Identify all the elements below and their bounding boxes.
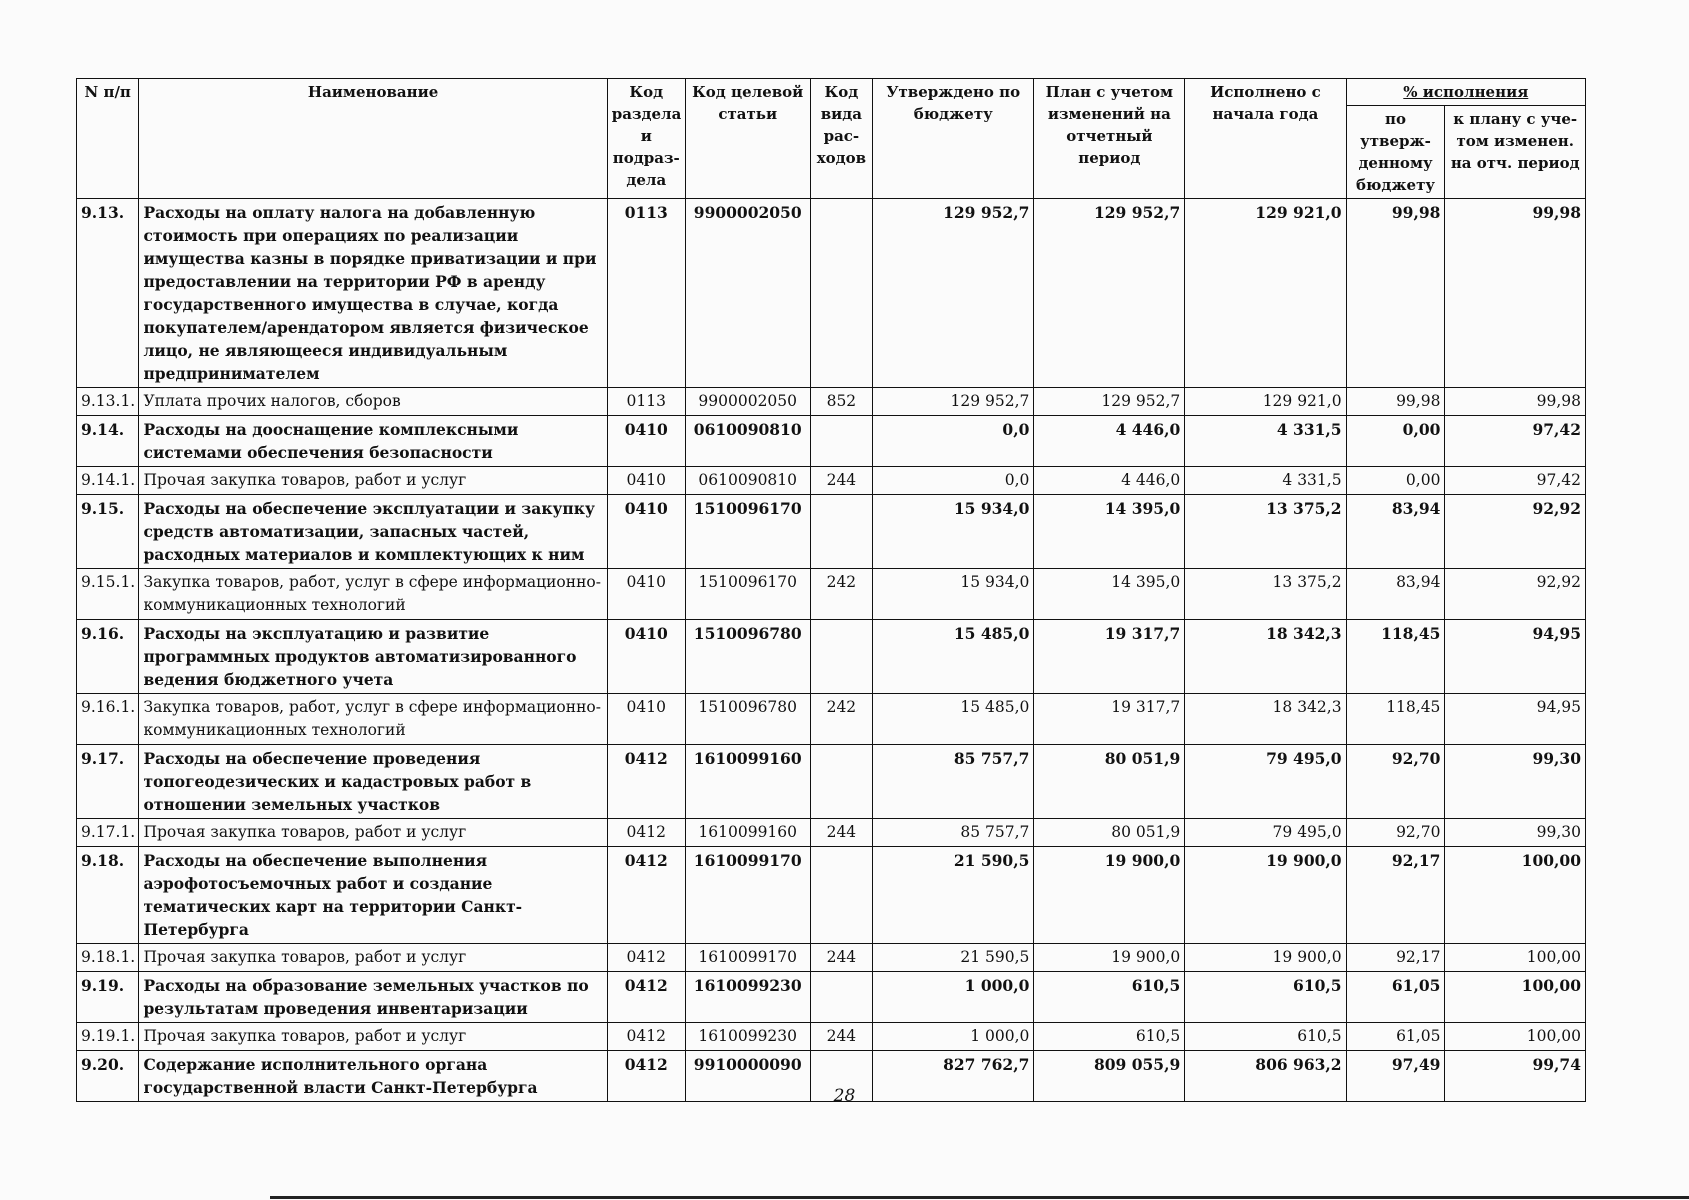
row-name: Расходы на обеспечение выполнения аэрофотосъемочных работ и создание тематических карт на территории Санкт-Петербурга (139, 847, 607, 944)
table-row (77, 819, 1586, 847)
row-number: 9.13. (77, 199, 139, 388)
row-pct-plan: 99,74 (1445, 1051, 1586, 1102)
row-number: 9.17.1. (77, 819, 139, 847)
row-pct-budget: 92,70 (1346, 745, 1445, 819)
row-number: 9.16. (77, 620, 139, 694)
header-expense-type-code: Код вида рас- ходов (810, 79, 872, 199)
row-target-code: 1510096780 (685, 694, 810, 745)
table-row (77, 944, 1586, 972)
row-section-code: 0410 (607, 620, 685, 694)
row-name: Расходы на образование земельных участков по результатам проведения инвентаризации (139, 972, 607, 1023)
row-section-code: 0412 (607, 1051, 685, 1102)
row-target-code: 1510096170 (685, 495, 810, 569)
row-section-code: 0113 (607, 199, 685, 388)
row-section-code: 0410 (607, 569, 685, 620)
row-number: 9.20. (77, 1051, 139, 1102)
page-number: 28 (833, 1086, 856, 1106)
row-plan: 19 317,7 (1034, 620, 1185, 694)
row-approved: 129 952,7 (873, 388, 1034, 416)
row-name: Расходы на эксплуатацию и развитие программных продуктов автоматизированного ведения бюджетного учета (139, 620, 607, 694)
row-approved: 15 485,0 (873, 620, 1034, 694)
row-executed: 13 375,2 (1185, 495, 1346, 569)
row-pct-plan: 92,92 (1445, 495, 1586, 569)
row-pct-plan: 100,00 (1445, 944, 1586, 972)
row-plan: 19 900,0 (1034, 944, 1185, 972)
row-pct-plan: 97,42 (1445, 467, 1586, 495)
row-approved: 0,0 (873, 416, 1034, 467)
row-approved: 827 762,7 (873, 1051, 1034, 1102)
table-row (77, 694, 1586, 745)
row-executed: 19 900,0 (1185, 847, 1346, 944)
row-number: 9.18.1. (77, 944, 139, 972)
row-plan: 4 446,0 (1034, 416, 1185, 467)
row-number: 9.19. (77, 972, 139, 1023)
row-name: Расходы на обеспечение эксплуатации и закупку средств автоматизации, запасных частей, расходных материалов и комплектующих к ним (139, 495, 607, 569)
row-pct-budget: 97,49 (1346, 1051, 1445, 1102)
page-bottom-rule (270, 1196, 1689, 1199)
row-pct-budget: 99,98 (1346, 199, 1445, 388)
row-section-code: 0410 (607, 694, 685, 745)
row-target-code: 1610099160 (685, 745, 810, 819)
row-executed: 79 495,0 (1185, 745, 1346, 819)
row-number: 9.19.1. (77, 1023, 139, 1051)
header-plan: План с учетом изменений на отчетный период (1034, 79, 1185, 199)
header-row-1 (77, 79, 1586, 106)
row-expense-type-code: 244 (810, 1023, 872, 1051)
row-executed: 129 921,0 (1185, 199, 1346, 388)
row-approved: 15 934,0 (873, 495, 1034, 569)
row-target-code: 1610099170 (685, 847, 810, 944)
row-name: Расходы на оплату налога на добавленную стоимость при операциях по реализации имущества казны в порядке приватизации и при предоставлении на территории РФ в аренду государственного имущества в случае, когда покупателем/арендатором является физическое лицо, не являющееся индивидуальным предпринимателем (139, 199, 607, 388)
header-executed: Исполнено с начала года (1185, 79, 1346, 199)
header-target-code: Код целевой статьи (685, 79, 810, 199)
row-pct-plan: 99,98 (1445, 388, 1586, 416)
table-row (77, 972, 1586, 1023)
row-pct-budget: 99,98 (1346, 388, 1445, 416)
row-approved: 1 000,0 (873, 972, 1034, 1023)
row-number: 9.15.1. (77, 569, 139, 620)
row-plan: 80 051,9 (1034, 745, 1185, 819)
row-executed: 806 963,2 (1185, 1051, 1346, 1102)
row-executed: 18 342,3 (1185, 620, 1346, 694)
row-approved: 0,0 (873, 467, 1034, 495)
row-approved: 1 000,0 (873, 1023, 1034, 1051)
row-target-code: 1610099160 (685, 819, 810, 847)
row-name: Прочая закупка товаров, работ и услуг (139, 944, 607, 972)
row-executed: 129 921,0 (1185, 388, 1346, 416)
row-number: 9.14. (77, 416, 139, 467)
row-plan: 14 395,0 (1034, 569, 1185, 620)
row-executed: 18 342,3 (1185, 694, 1346, 745)
row-number: 9.18. (77, 847, 139, 944)
row-plan: 809 055,9 (1034, 1051, 1185, 1102)
row-pct-plan: 94,95 (1445, 694, 1586, 745)
row-pct-budget: 92,70 (1346, 819, 1445, 847)
header-name: Наименование (139, 79, 607, 199)
row-pct-plan: 99,30 (1445, 745, 1586, 819)
table-row (77, 467, 1586, 495)
table-row (77, 569, 1586, 620)
table-row (77, 416, 1586, 467)
header-section-code: Код раздела и подраз- дела (607, 79, 685, 199)
row-plan: 610,5 (1034, 972, 1185, 1023)
row-expense-type-code: 244 (810, 819, 872, 847)
header-pct-budget: по утверж- денному бюджету (1346, 106, 1445, 199)
row-section-code: 0412 (607, 745, 685, 819)
row-section-code: 0113 (607, 388, 685, 416)
row-approved: 21 590,5 (873, 944, 1034, 972)
table-body (77, 199, 1586, 1102)
row-expense-type-code (810, 847, 872, 944)
header-pct-plan: к плану с уче- том изменен. на отч. период (1445, 106, 1586, 199)
row-pct-budget: 83,94 (1346, 569, 1445, 620)
row-pct-budget: 61,05 (1346, 1023, 1445, 1051)
row-name: Уплата прочих налогов, сборов (139, 388, 607, 416)
row-executed: 13 375,2 (1185, 569, 1346, 620)
row-pct-budget: 0,00 (1346, 416, 1445, 467)
row-pct-budget: 0,00 (1346, 467, 1445, 495)
row-number: 9.13.1. (77, 388, 139, 416)
row-expense-type-code: 244 (810, 944, 872, 972)
row-pct-plan: 97,42 (1445, 416, 1586, 467)
row-section-code: 0412 (607, 1023, 685, 1051)
row-executed: 4 331,5 (1185, 467, 1346, 495)
row-name: Прочая закупка товаров, работ и услуг (139, 467, 607, 495)
row-executed: 19 900,0 (1185, 944, 1346, 972)
row-target-code: 1610099230 (685, 972, 810, 1023)
row-number: 9.14.1. (77, 467, 139, 495)
row-expense-type-code: 852 (810, 388, 872, 416)
row-pct-budget: 83,94 (1346, 495, 1445, 569)
row-approved: 15 934,0 (873, 569, 1034, 620)
row-section-code: 0410 (607, 495, 685, 569)
row-name: Прочая закупка товаров, работ и услуг (139, 819, 607, 847)
row-approved: 15 485,0 (873, 694, 1034, 745)
row-name: Закупка товаров, работ, услуг в сфере информационно-коммуникационных технологий (139, 569, 607, 620)
row-plan: 129 952,7 (1034, 388, 1185, 416)
table-row (77, 620, 1586, 694)
row-target-code: 0610090810 (685, 467, 810, 495)
row-expense-type-code: 244 (810, 467, 872, 495)
row-expense-type-code (810, 416, 872, 467)
row-pct-budget: 118,45 (1346, 694, 1445, 745)
row-number: 9.15. (77, 495, 139, 569)
row-plan: 19 317,7 (1034, 694, 1185, 745)
row-name: Расходы на обеспечение проведения топогеодезических и кадастровых работ в отношении земельных участков (139, 745, 607, 819)
row-number: 9.16.1. (77, 694, 139, 745)
header-num: N п/п (77, 79, 139, 199)
row-plan: 19 900,0 (1034, 847, 1185, 944)
table-row (77, 199, 1586, 388)
row-target-code: 1610099170 (685, 944, 810, 972)
row-pct-budget: 118,45 (1346, 620, 1445, 694)
row-expense-type-code (810, 199, 872, 388)
row-pct-plan: 92,92 (1445, 569, 1586, 620)
row-pct-budget: 92,17 (1346, 944, 1445, 972)
row-section-code: 0410 (607, 467, 685, 495)
row-executed: 4 331,5 (1185, 416, 1346, 467)
row-plan: 14 395,0 (1034, 495, 1185, 569)
row-pct-plan: 100,00 (1445, 1023, 1586, 1051)
row-pct-plan: 94,95 (1445, 620, 1586, 694)
row-approved: 21 590,5 (873, 847, 1034, 944)
row-section-code: 0412 (607, 944, 685, 972)
row-pct-plan: 100,00 (1445, 972, 1586, 1023)
row-section-code: 0412 (607, 819, 685, 847)
row-plan: 610,5 (1034, 1023, 1185, 1051)
table-row (77, 847, 1586, 944)
row-name: Прочая закупка товаров, работ и услуг (139, 1023, 607, 1051)
row-target-code: 1510096170 (685, 569, 810, 620)
row-approved: 85 757,7 (873, 819, 1034, 847)
row-expense-type-code: 242 (810, 569, 872, 620)
row-target-code: 9910000090 (685, 1051, 810, 1102)
row-executed: 79 495,0 (1185, 819, 1346, 847)
row-approved: 129 952,7 (873, 199, 1034, 388)
header-approved: Утверждено по бюджету (873, 79, 1034, 199)
row-expense-type-code (810, 620, 872, 694)
row-target-code: 9900002050 (685, 388, 810, 416)
row-executed: 610,5 (1185, 1023, 1346, 1051)
row-executed: 610,5 (1185, 972, 1346, 1023)
row-target-code: 1510096780 (685, 620, 810, 694)
row-name: Закупка товаров, работ, услуг в сфере информационно-коммуникационных технологий (139, 694, 607, 745)
row-section-code: 0412 (607, 847, 685, 944)
row-section-code: 0410 (607, 416, 685, 467)
table-row (77, 1023, 1586, 1051)
row-pct-budget: 92,17 (1346, 847, 1445, 944)
row-pct-plan: 99,98 (1445, 199, 1586, 388)
row-expense-type-code (810, 972, 872, 1023)
table-row (77, 388, 1586, 416)
row-expense-type-code: 242 (810, 694, 872, 745)
row-pct-budget: 61,05 (1346, 972, 1445, 1023)
row-approved: 85 757,7 (873, 745, 1034, 819)
row-plan: 129 952,7 (1034, 199, 1185, 388)
row-target-code: 9900002050 (685, 199, 810, 388)
row-target-code: 1610099230 (685, 1023, 810, 1051)
row-section-code: 0412 (607, 972, 685, 1023)
row-plan: 4 446,0 (1034, 467, 1185, 495)
row-expense-type-code (810, 495, 872, 569)
row-pct-plan: 99,30 (1445, 819, 1586, 847)
row-name: Расходы на дооснащение комплексными системами обеспечения безопасности (139, 416, 607, 467)
budget-execution-table (76, 78, 1586, 1102)
table-row (77, 495, 1586, 569)
row-plan: 80 051,9 (1034, 819, 1185, 847)
row-pct-plan: 100,00 (1445, 847, 1586, 944)
row-number: 9.17. (77, 745, 139, 819)
row-expense-type-code (810, 745, 872, 819)
header-pct-group: % исполнения (1346, 79, 1585, 106)
table-row (77, 745, 1586, 819)
row-name: Содержание исполнительного органа государственной власти Санкт-Петербурга (139, 1051, 607, 1102)
row-target-code: 0610090810 (685, 416, 810, 467)
